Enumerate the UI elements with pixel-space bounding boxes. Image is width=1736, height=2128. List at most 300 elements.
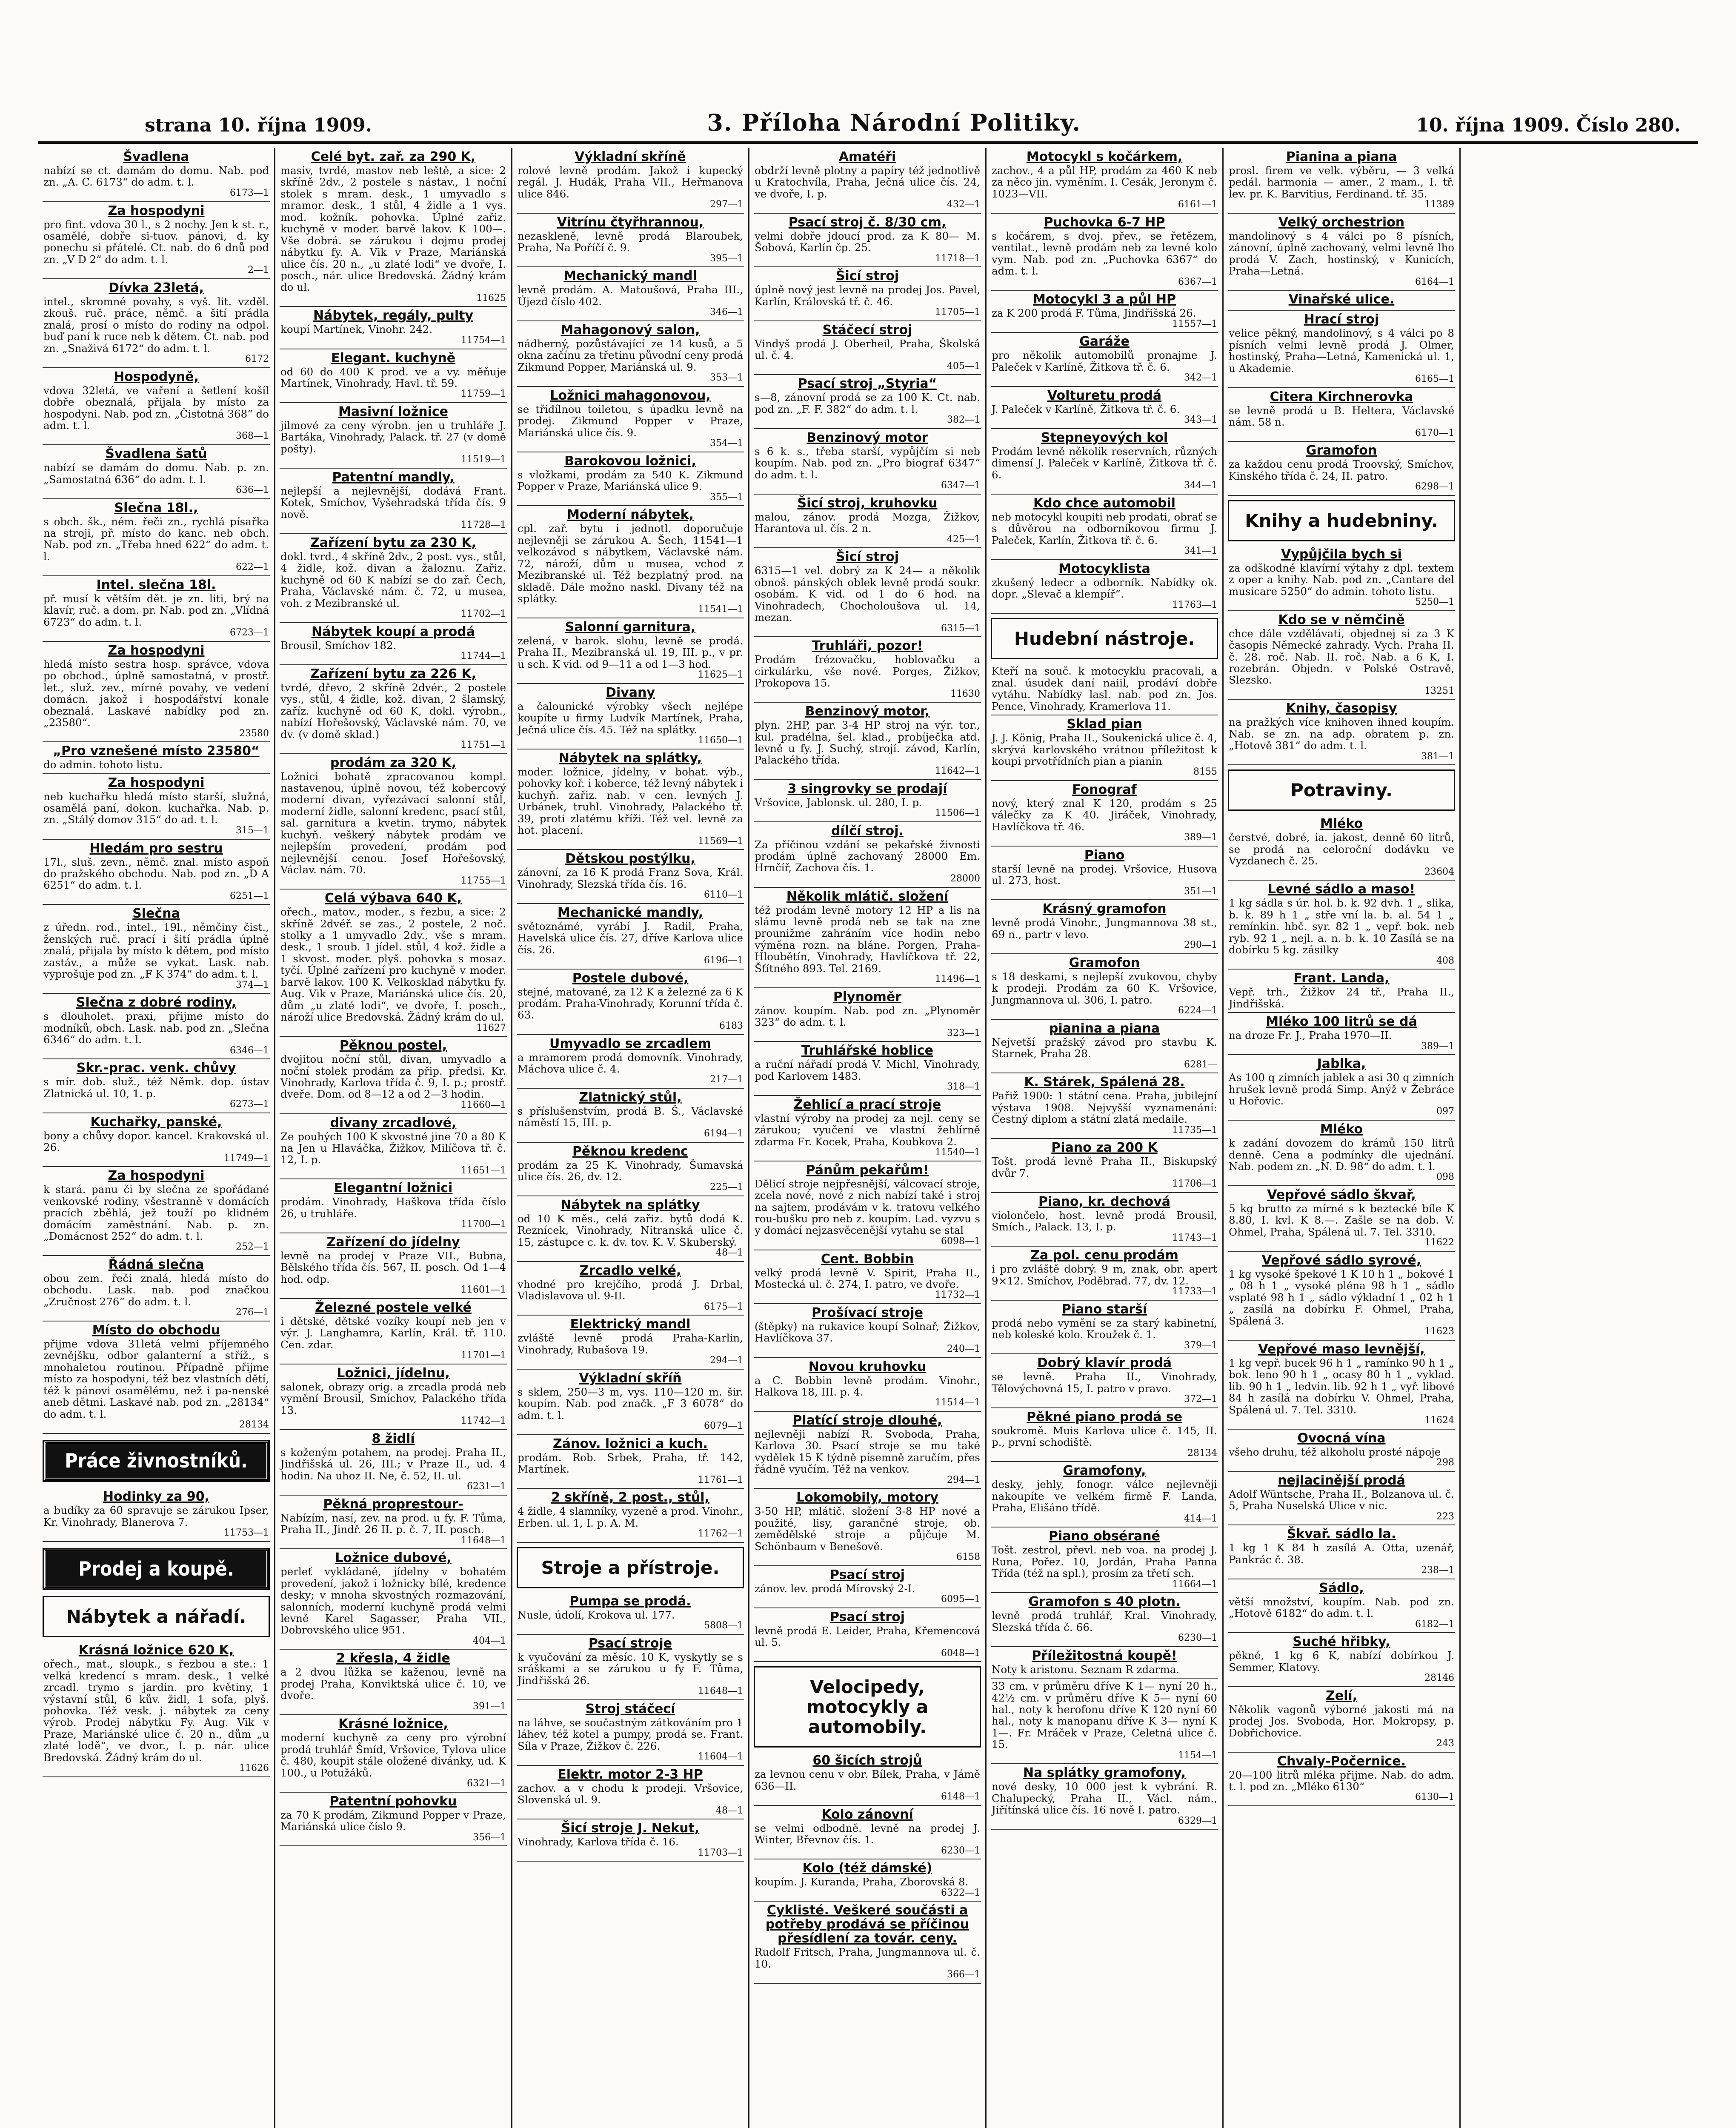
ad-text: ořech., mat., sloupk., s řezbou a ste.: 1 velká kredencí s mram. desk., 1 velké zrcadl. trymo s jardin. pro květiny, 1 výstavní stůl, 6 kův. židl, 1 sofa, plyš. pohovka. Též vesk. j. nábytek za ceny výrob. Prodej nábytku Fy. Aug. Vik v Praze, Mariánské ulice č. 20 n., dům „u zlaté lodě“, ve dvor., I. p. nár. ulice Bredovská. Žádný krám do ul. <box>43 1658 269 1764</box>
classified-ad <box>1228 611 1455 700</box>
classified-ad <box>754 1096 981 1161</box>
classified-ad <box>754 1806 981 1860</box>
ad-reference: 11660—1 <box>461 1099 506 1110</box>
classified-ad <box>991 1462 1218 1527</box>
ad-text: Vepř. trh., Žižkov 24 tř., Praha II., Jindřišská. <box>1229 986 1454 1010</box>
classified-ad <box>991 1354 1218 1408</box>
ad-text: neb kuchařku hledá místo starší, služná, osamělá paní, dokon. kuchařka. Nab. p. zn. „Stálý domov 315“ do ad. t. l. <box>43 790 269 826</box>
ad-headline: Na splátky gramofony, <box>1023 1765 1186 1781</box>
ad-headline: Pěkná proprestour- <box>323 1496 463 1512</box>
ad-text: zachov. a v chodu k prodeji. Vršovice, Slovenská ul. 9. <box>518 1782 743 1806</box>
ad-headline: Kuchařky, panské, <box>90 1114 222 1130</box>
ad-reference: 11627 <box>476 1022 506 1033</box>
classified-ad <box>280 1650 507 1715</box>
ad-headline: Hodinky za 90, <box>103 1489 210 1504</box>
ad-text: moder. ložnice, jídelny, v bohat. výb., pohovky koř. i koberce, též levný nábytek i kuchyň. zařiz. nab. v cen. levných J. Urbánek, truhl. Vinohrady, Palackého tř. 39, proti zlatému kříži. Též vel. levně za hot. placení. <box>518 765 743 837</box>
ad-reference: 5250—1 <box>1415 597 1454 608</box>
ad-text: čerstvé, dobré, ia. jakost, denně 60 litrů, se prodá na celoroční dodávku ve Vyzdanech č. 25. <box>1229 831 1454 867</box>
ad-reference: 6182—1 <box>1415 1619 1454 1630</box>
ad-text: jilmové za ceny výrobn. jen u truhláře J. Bartáka, Vinohrady, Palack. tř. 27 (v domě pošty). <box>280 419 506 455</box>
ad-headline: Ložnici, jídelnu, <box>337 1365 450 1381</box>
classified-ad <box>517 970 744 1035</box>
ad-text: vhodné pro krejčího, prodá J. Drbal, Vladislavova ul. 9-II. <box>518 1278 743 1302</box>
ad-text: moderní kuchyně za ceny pro výrobní prodá truhlář Šmíd, Vršovice, Tylova ulice č. 480, koupit stále oložené divánky, ud. K 100., u Potužáků. <box>280 1731 506 1779</box>
classified-ad <box>1228 1121 1455 1186</box>
classified-ad <box>754 1412 981 1489</box>
ad-reference: 6110—1 <box>704 890 743 900</box>
ad-reference: 6130—1 <box>1415 1792 1454 1803</box>
classified-ad <box>1228 148 1455 214</box>
ad-headline: Příležitostná koupě! <box>1032 1648 1177 1663</box>
ad-reference: 28134 <box>239 1419 269 1430</box>
ad-reference: 6161—1 <box>1178 199 1217 210</box>
classified-ad <box>754 1902 981 1984</box>
ad-reference: 11389 <box>1424 199 1454 210</box>
ad-text: nabízí se ct. damám do domu. Nab. pod zn. „A. C. 6173“ do adm. t. l. <box>43 164 269 189</box>
ad-headline: Postele dubové, <box>572 970 689 986</box>
ad-headline: Slečna <box>132 906 180 921</box>
ad-text: nádherný, pozůstávající ze 14 kusů, a 5 okna začínu za třetinu původní ceny prodá Zikmund Popper, Mariánská ul. 9. <box>518 337 743 373</box>
classified-ad <box>754 822 981 888</box>
ad-headline: Stepneyových kol <box>1041 430 1168 445</box>
ad-headline: Vinařské ulice. <box>1288 292 1395 307</box>
classified-ad <box>43 742 270 774</box>
classified-ad <box>43 202 270 279</box>
ad-reference: 354—1 <box>710 438 743 449</box>
classified-ad <box>754 703 981 780</box>
classified-ad <box>754 1358 981 1412</box>
classified-ad <box>991 847 1218 901</box>
ad-text: Nabízím, nasí, zev. na prod. u fy. F. Tůma, Praha II., Jindř. 26 II. p. č. 7, II. posch. <box>280 1511 506 1536</box>
ad-text: (štěpky) na rukavice koupí Solnař, Žižkov, Havlíčkova 37. <box>755 1320 980 1344</box>
classified-ad <box>1228 1472 1455 1526</box>
classified-ad <box>43 499 270 576</box>
ad-headline: Nábytek koupí a prodá <box>311 624 475 639</box>
classified-ad <box>517 321 744 387</box>
classified-ad <box>517 618 744 684</box>
ad-headline: Umyvadlo se zrcadlem <box>549 1036 712 1051</box>
ad-reference: 11702—1 <box>461 609 506 620</box>
ad-reference: 374—1 <box>236 979 269 990</box>
ad-text: se levně. Praha II., Vinohrady, Tělovýchovná 15, I. patro v pravo. <box>992 1370 1217 1395</box>
ad-reference: 622—1 <box>236 562 269 573</box>
ad-headline: Ložnici mahagonovou, <box>550 388 711 403</box>
ad-reference: 098 <box>1436 1172 1454 1183</box>
classified-ad <box>517 1489 744 1543</box>
classified-ad <box>517 267 744 321</box>
ad-reference: 11540—1 <box>935 1147 980 1158</box>
ad-text: Několik vagonů výborné jakosti má na prodej Jos. Svoboda, Hor. Mokropsy, p. Dobřichovice. <box>1229 1703 1454 1739</box>
classified-ad <box>754 1752 981 1806</box>
classified-ad <box>517 684 744 749</box>
ad-text: Prodám levně několik reservních, různých dimensí J. Paleček v Karlíně, Žitkova tř. č. 6. <box>992 445 1217 481</box>
ad-text: s koženým potahem, na prodej. Praha II., Jindřišská ul. 26, III.; v Praze II., ud. 4 hodin. Na uhoz II. Ne, č. 52, II. ul. <box>280 1446 506 1482</box>
ad-reference: 11630 <box>950 688 980 699</box>
ad-reference: 28000 <box>950 873 980 884</box>
ad-text: za 70 K prodám, Zikmund Popper v Praze, Mariánská ulice číslo 9. <box>280 1808 506 1833</box>
ad-reference: 6164—1 <box>1415 276 1454 287</box>
classified-ad <box>1228 1341 1455 1430</box>
ad-text: Vršovice, Jablonsk. ul. 280, I. p. <box>755 796 922 809</box>
ad-reference: 6158 <box>956 1552 980 1563</box>
ad-reference: 315—1 <box>236 825 269 836</box>
ad-headline: Pěkné piano prodá se <box>1026 1409 1183 1424</box>
ad-headline: Krásná ložnice 620 K, <box>78 1643 234 1658</box>
ad-headline: Citera Kirchnerovka <box>1270 389 1413 404</box>
classified-ad <box>1228 1687 1455 1753</box>
classified-ad <box>43 1059 270 1113</box>
ad-headline: Slečna z dobré rodiny, <box>76 995 237 1010</box>
ad-text: pěkné, 1 kg 6 K, nabízí dobírkou J. Semmer, Klatovy. <box>1229 1649 1454 1673</box>
ad-text: s příslušenstvím, prodá B. Š., Václavské náměstí 15, III. p. <box>518 1105 743 1129</box>
ad-text: za K 200 prodá F. Tůma, Jindřišská 26. <box>992 307 1196 320</box>
classified-ad <box>517 214 744 268</box>
ad-headline: Stáčecí stroj <box>822 322 912 338</box>
ad-reference: 389—1 <box>1184 832 1217 843</box>
ad-headline: Pánům pekařům! <box>806 1162 929 1178</box>
ad-reference: 351—1 <box>1184 886 1217 897</box>
ad-reference: 425—1 <box>947 534 980 545</box>
classified-ad <box>517 1593 744 1635</box>
classified-ad <box>43 368 270 445</box>
ad-text: levně prodá Vinohr., Jungmannova 38 st., 69 n., partr v levo. <box>992 916 1217 941</box>
classified-ad <box>754 495 981 549</box>
ad-headline: Prošívací stroje <box>811 1305 924 1320</box>
classified-ad <box>517 387 744 452</box>
ad-text: s—8, zánovní prodá se za 100 K. Ct. nab. pod zn. „F. F. 382“ do adm. t. l. <box>755 391 980 415</box>
ad-headline: Gramofony, <box>1063 1463 1146 1479</box>
ad-text: Tošt. zestrol, převl. neb voa. na prodej J. Runa, Pořez. 10, Jordán, Praha Panna Třída (též na spl.), prosím za třetí sch. <box>992 1544 1217 1580</box>
classified-ad <box>991 1679 1218 1764</box>
classified-ad <box>43 445 270 499</box>
ad-headline: Piano obsérané <box>1049 1529 1160 1544</box>
ad-text: zachov., 4 a půl HP, prodám za 460 K neb za něco jin. vyměním. I. Cesák, Jeronym č. 1023—VII. <box>992 164 1217 200</box>
ad-text: a mramorem prodá domovník. Vinohrady, Máchova ulice č. 4. <box>518 1051 743 1075</box>
ad-headline: Krásné ložnice, <box>338 1716 448 1732</box>
classified-ad <box>1228 970 1455 1013</box>
ad-text: 1 kg 1 K 84 h zasílá A. Otta, uzenář, Pankrác č. 38. <box>1229 1542 1454 1566</box>
ad-reference: 11759—1 <box>461 389 506 400</box>
ad-reference: 225—1 <box>710 1182 743 1193</box>
ad-reference: 381—1 <box>1421 751 1454 762</box>
ad-reference: 6173—1 <box>230 187 269 198</box>
ad-text: Dělicí stroje nejpřesnější, válcovací stroje, zcela nové, nové z nich nabízí také i stroj na sajtem, prodávám v k. tratovu velkého rou-bušku pro neb z. koupím. Lad. vyzvu s y domácí nejzasvěcenější vytahu se stal <box>755 1177 980 1237</box>
ad-reference: 238—1 <box>1421 1565 1454 1576</box>
ad-text: též prodám levně motory 12 HP a lis na slámu levně prodá neb se tak na zne prounižme zahráním více hodin nebo výměna rozn. na bláne. Porgen, Praha-Hloubětín, Vinohrady, Havlíčkova tř. 22, Šťítného 893. Tel. 2169. <box>755 904 980 975</box>
classified-ad <box>43 905 270 994</box>
classified-ad <box>1228 1252 1455 1341</box>
ad-text: prosl. firem ve velk. výběru, — 3 velká pedál. harmonia — amer., 2 mam., I. tř. lev. pr. K. Barvitius, Ferdinand. tř. 35. <box>1229 164 1454 200</box>
classified-ad <box>517 452 744 506</box>
ad-text: J. Paleček v Karlíně, Žitkova tř. č. 6. <box>992 403 1180 415</box>
classified-ad <box>991 148 1218 214</box>
ad-text: plyn. 2HP, par. 3-4 HP stroj na výr. tor., kul. pradélna, šel. klad., probíječka atd. levně u fy. J. Suchý, strojí. závod, Karlín, Palackého třída. <box>755 719 980 767</box>
ad-headline: Zařízení bytu za 226 K, <box>310 666 476 681</box>
ad-reference: 11700—1 <box>461 1219 506 1230</box>
classified-ad <box>1228 388 1455 442</box>
column-3 <box>512 148 749 2128</box>
ad-text: a budíky za 60 spravuje se zárukou Ipser, Kr. Vinohrady, Blanerova 7. <box>43 1504 269 1528</box>
section-nabytek: Nábytek a nářadí. <box>43 1596 270 1637</box>
ad-reference: 298 <box>1436 1457 1454 1468</box>
ad-headline: Sádlo, <box>1319 1580 1364 1596</box>
ad-reference: 341—1 <box>1184 546 1217 557</box>
ad-headline: Výkladní skříně <box>575 149 686 164</box>
ad-headline: Šicí stroje J. Nekut, <box>561 1821 700 1836</box>
ad-reference: 408 <box>1436 955 1454 966</box>
ad-headline: 2 skříně, 2 post., stůl, <box>551 1490 709 1505</box>
section-potraviny: Potraviny. <box>1228 769 1455 811</box>
classified-ad <box>280 1299 507 1364</box>
ad-reference: 6172 <box>245 354 269 365</box>
classified-ad <box>280 1715 507 1792</box>
classified-ad <box>43 1256 270 1321</box>
classified-ad <box>517 148 744 214</box>
column-7 <box>1461 148 1698 2128</box>
section-stroje: Stroje a přístroje. <box>517 1547 744 1588</box>
ad-headline: Dětskou postýlku, <box>565 851 695 867</box>
classified-ad <box>754 267 981 321</box>
ad-reference: 11732—1 <box>935 1290 980 1301</box>
ad-reference: 6298—1 <box>1415 481 1454 492</box>
ad-headline: Ovocná vína <box>1297 1430 1386 1446</box>
ad-text: soukromě. Muis Karlova ulice č. 145, II. p., první schodiště. <box>992 1424 1217 1449</box>
ad-reference: 11762—1 <box>698 1528 743 1539</box>
ad-headline: Vepřové sádlo syrové, <box>1261 1253 1421 1268</box>
ad-reference: 404—1 <box>473 1635 506 1646</box>
ad-text: starší levně na prodej. Vršovice, Husova ul. 273, host. <box>992 862 1217 887</box>
ad-headline: 2 křesla, 4 židle <box>336 1651 450 1666</box>
ad-headline: Nábytek, regály, pulty <box>313 308 474 323</box>
classified-ad <box>517 1316 744 1370</box>
ad-text: mandolinový s 4 válci po 8 písních, zánovní, úplně zachovaný, velmi levně lho prodá V. Zach, hostinský, v Kunicích, Praha—Letná. <box>1229 229 1454 277</box>
ad-reference: 6196—1 <box>704 955 743 966</box>
ad-reference: 11749—1 <box>224 1153 269 1164</box>
ad-reference: 11742—1 <box>461 1416 506 1427</box>
ad-reference: 290—1 <box>1184 940 1217 951</box>
classified-ad <box>43 840 270 905</box>
ad-reference: 389—1 <box>1421 1041 1454 1052</box>
ad-reference: 11601—1 <box>461 1284 506 1296</box>
ad-text: levně prodám. A. Matoušová, Praha III., Újezd číslo 402. <box>518 283 743 308</box>
ad-text: na láhve, se součastným zátkováním pro 1 láhev, též kotel a pumpy, prodá se. Frant. Síla v Praze, Žižkov č. 226. <box>518 1716 743 1752</box>
ad-text: světoznámé, vyrábí J. Radil, Praha, Havelská ulice čís. 27, dříve Karlova ulice čís. 26. <box>518 920 743 956</box>
ad-text: Za příčinou vzdání se pekařské živnosti prodám úplně zachovaný 28000 Em. Hrnčíř, Zachova čís. 1. <box>755 838 980 874</box>
classified-ad <box>280 469 507 534</box>
ad-text: 4 židle, 4 slamníky, vyzeně a prod. Vinohr., Erben. ul. 1, I. p. A. M. <box>518 1505 743 1529</box>
ad-reference: 11625 <box>476 292 506 303</box>
ad-reference: 23604 <box>1424 866 1454 877</box>
ad-text: Adolf Wüntsche, Praha II., Bolzanova ul. č. 5, Praha Nuselská Ulice v nic. <box>1229 1487 1454 1512</box>
ad-reference: 6165—1 <box>1415 374 1454 385</box>
ad-headline: Motocykl s kočárkem, <box>1026 149 1183 164</box>
ad-reference: 11703—1 <box>698 1847 743 1858</box>
classified-ad <box>991 560 1218 614</box>
ad-headline: Zařízení bytu za 230 K, <box>310 535 476 550</box>
ad-headline: divany zrcadlové, <box>330 1115 457 1130</box>
ad-text: přijme vdova 31letá velmi příjemného zevnějšku, odbor galanterní a stříž., s mnohaletou routinou. Případně přijme místo za hospodyni, též bez vlastních dětí, též k pánovi osamělému, než i pa-nenské aneb dětmi. Laskavé nab. pod zn. „28134“ do adm. t. l. <box>43 1337 269 1420</box>
ad-reference: 11496—1 <box>935 974 980 985</box>
classified-ad <box>991 387 1218 429</box>
ad-text: J. J. König, Praha II., Soukenická ulice č. 4, skrývá karlovského vrátnou příležitost k koupi prvotřídních pian a pianin <box>992 732 1217 767</box>
classified-ad <box>991 1073 1218 1139</box>
ad-reference: 11743—1 <box>1172 1232 1217 1243</box>
classified-ad <box>1228 1430 1455 1472</box>
classified-ad <box>43 1321 270 1434</box>
ad-headline: Šicí stroj <box>835 269 899 284</box>
ad-text: Vindyš prodá J. Oberheil, Praha, Školská ul. č. 4. <box>755 337 980 362</box>
ad-reference: 11650—1 <box>698 735 743 746</box>
ad-text: masiv, tvrdé, mastov neb leště, a sice: 2 skříně 2dv., 2 postele s nástav., 1 noční stolek s mram. desk., 1 umyvadlo s mramor. desk., 1 stůl, 4 židle a 1 vys. mod. kožník. pohovka. Úplné zařiz. kuchyně v moder. barvě lakov. K 100—. Vše dobrá. se zárukou i dojmu prodej nábytku fy. A. Vik v Praze, Mariánská ulice čís. 20 n., „u zlaté lodi“ ve dvoře, I. posch., nár. ulice Bredovská. Žádný krám do ul. <box>280 164 506 294</box>
classified-ad <box>1228 214 1455 291</box>
ad-headline: Levné sádlo a maso! <box>1267 882 1416 897</box>
ad-reference: 11728—1 <box>461 520 506 531</box>
ad-headline: Vypůjčila bych si <box>1281 546 1402 562</box>
ad-headline: Hledám pro sestru <box>89 841 223 856</box>
ad-reference: 432—1 <box>947 199 980 210</box>
ad-headline: Masivní ložnice <box>338 404 448 419</box>
ad-text: velice pěkný, mandolinový, s 4 válci po 8 písních velmi levně prodá J. Olmer, hostinský, Praha—Letná, Kamenická ul. 1, u Akademie. <box>1229 327 1454 375</box>
classified-ad <box>43 1642 270 1777</box>
ad-headline: Mechanický mandl <box>563 269 697 284</box>
ad-headline: K. Stárek, Spálená 28. <box>1024 1075 1185 1090</box>
ad-text: koupím. J. Kuranda, Praha, Zborovská 8. <box>755 1876 969 1888</box>
ad-headline: Frant. Landa, <box>1293 971 1390 986</box>
ad-reference: 243 <box>1436 1738 1454 1749</box>
ad-text: 1 kg sádla s úr. hol. b. k. 92 dvh. 1 „ slika, b. k. 89 h 1 „ stře vní la. b. al. 54 1 „ remínkin. hbč. syr. 82 1 „ vepř. bok. neb ryb. 92 1 „ nejl. a. n. b. k. 10 Zasílá se na dobírku 5 kg. zásilky <box>1229 897 1454 956</box>
ad-reference: 6079—1 <box>704 1421 743 1432</box>
ad-text: cpl. zař. bytu i jednotl. doporučuje nejlevněji se zárukou A. Šech, 11541—1 velkozávod s nábytkem, Václavské nám. 72, nároží, dům u musea, vchod z Mezibranské ul. Též bezplatný prod. na skladě. Dále možno naskl. Divany též na splátky. <box>518 522 743 605</box>
ad-reference: 097 <box>1436 1106 1454 1117</box>
ad-text: stejné, matované, za 12 K a železné za 6 K prodám. Praha-Vinohrady, Korunní třída č. 63. <box>518 985 743 1021</box>
ad-headline: Hrací stroj <box>1304 312 1379 327</box>
classified-ad <box>754 1489 981 1566</box>
ad-text: nejlevněji nabízí R. Svoboda, Praha, Karlova 30. Psací stroje se mu také vydělek 15 K týdně písemně zaručím, přes řádně vyučím. Též na venkov. <box>755 1428 980 1476</box>
classified-ad <box>754 1161 981 1250</box>
ad-headline: Žehlicí a prací stroje <box>793 1097 941 1112</box>
ad-text: za každou cenu prodá Troovský, Smíchov, Kinského třída č. 24, II. patro. <box>1229 458 1454 482</box>
ad-reference: 6231—1 <box>467 1481 506 1492</box>
ad-headline: Mléko <box>1320 1122 1363 1137</box>
ad-text: vdova 32letá, ve vaření a šetlení košíl dobře obeznalá, přijala by místo za hospodyni. Nab. pod zn. „Čistotná 368“ do adm. t. l. <box>43 384 269 432</box>
ad-headline: Několik mlátič. složení <box>786 889 949 904</box>
ad-text: chce dále vzdělávati, objednej si za 3 K časopis Německé zahrady. Vych. Praha II. č. 28. roč. Nab. II. roč. Nab. a 6 K, I. rozebrán. Objedn. v Polské Ostravě, Slezsko. <box>1229 627 1454 686</box>
classified-ad <box>754 1859 981 1902</box>
ad-headline: Barokovou ložnici, <box>564 453 696 469</box>
ad-text: s mír. dob. služ., též Němk. dop. ústav Zlatnická ul. 10, 1. p. <box>43 1075 269 1100</box>
classified-ad <box>1228 1525 1455 1579</box>
ad-headline: 3 singrovky se prodají <box>787 781 947 796</box>
ad-reference: 240—1 <box>947 1343 980 1354</box>
ad-reference: 6224—1 <box>1178 1005 1217 1016</box>
ad-text: od 60 do 400 K prod. ve a vy. měňuje Martínek, Vinohrady, Havl. tř. 59. <box>280 365 506 389</box>
ad-text: k zadání dovozem do krámů 150 litrů denně. Cena a podmínky dle ujednání. Nab. podem zn. „N. D. 98“ do adm. t. l. <box>1229 1137 1454 1173</box>
ad-reference: 13251 <box>1424 685 1454 696</box>
ad-reference: 6329—1 <box>1178 1815 1217 1826</box>
ad-reference: 23580 <box>239 728 269 739</box>
ad-text: Noty k aristonu. Seznam R zdarma. <box>992 1663 1180 1676</box>
ad-headline: Švadlena šatů <box>105 446 207 462</box>
ad-text: velmi dobře jdoucí prod. za K 80— M. Šobová, Karlín čp. 25. <box>755 229 980 254</box>
section-hudebni: Hudební nástroje. <box>991 618 1218 659</box>
ad-headline: Elektr. motor 2-3 HP <box>558 1767 703 1782</box>
ad-headline: Dobrý klavír prodá <box>1037 1356 1172 1371</box>
ad-text: Kteří na souč. k motocyklu pracovali, a znal. úsudek daní naiil, prodáví dobře vytáhu. Nabídky lasl. nab. pod zn. Jos. Pence, Vinohrady, Kramerlova 11. <box>992 665 1217 712</box>
classified-ad <box>517 1035 744 1089</box>
ad-headline: Mléko <box>1320 816 1363 832</box>
ad-headline: Platící stroje dlouhé, <box>792 1413 942 1428</box>
ad-reference: 11514—1 <box>935 1397 980 1408</box>
ad-reference: 6315—1 <box>941 623 980 634</box>
ad-text: zvláště levně prodá Praha-Karlin, Vinohrady, Rubašova 19. <box>518 1332 743 1356</box>
classified-ad <box>280 1114 507 1180</box>
classified-ad <box>280 1496 507 1550</box>
ad-text: pro fint. vdova 30 l., s 2 nochy. Jen k st. r., osamělé, dobře si-tuov. pánovi, d. ky ponechu si přátelé. Ct. nab. do 6 dnů pod zn. „V D 2“ do adm. t. l. <box>43 218 269 266</box>
classified-ad <box>280 1179 507 1233</box>
ad-headline: Truhláři, pozor! <box>812 638 923 654</box>
classified-ad <box>991 1593 1218 1647</box>
ad-headline: Kdo se v němčině <box>1278 612 1405 627</box>
ad-reference: 353—1 <box>710 372 743 383</box>
ad-text: pro několik automobilů pronajme J. Paleček v Karlíně, Žitkova tř. č. 6. <box>992 349 1217 373</box>
ad-headline: Dívka 23letá, <box>109 280 204 295</box>
banner-prodej: Prodej a koupě. <box>44 1550 268 1589</box>
classified-ad <box>1228 1633 1455 1687</box>
ad-reference: 6273—1 <box>230 1099 269 1110</box>
ad-headline: Mechanické mandly, <box>557 905 704 920</box>
ad-text: s 18 deskami, s nejlepší zvukovou, chyby k prodeji. Prodám za 60 K. Vršovice, Jungmannova ul. 306, I. patro. <box>992 970 1217 1006</box>
ad-text: 17l., sluš. zevn., němč. znal. místo aspoň do pražského obchodu. Nab. pod zn. „D A 6251“ do adm. t. l. <box>43 855 269 892</box>
ad-reference: 6230—1 <box>941 1845 980 1856</box>
ad-text: za odškodné klavírní výtahy z dpl. textem z oper a knihy. Nab. pod zn. „Cantare del musicare 5250“ do admin. tohoto listu. <box>1229 561 1454 598</box>
ad-headline: Puchovka 6-7 HP <box>1044 215 1165 230</box>
ad-headline: Cyklisté. Veškeré součásti a potřeby prodává se příčinou přesídlení za továr. ceny. <box>765 1903 970 1946</box>
classified-ad <box>280 890 507 1037</box>
ad-text: Pařiž 1900: 1 státní cena. Praha, jubilejní výstava 1908. Nejvyšší vyznamenání: Čestný diplom a státní zlatá medaile. <box>992 1090 1217 1126</box>
ad-text: dokl. tvrd., 4 skříně 2dv., 2 post. vys., stůl, 4 židle, kož. divan a žaloznu. Zařiz. kuchyně od 60 K nabízí se do zař. Čech, Praha, Václavské nám. č. 72, u musea, voh. z Mezibranské ul. <box>280 550 506 609</box>
ad-text: 6315—1 vel. dobrý za K 24— a několik obnoš. pánských oblek levně prodá soukr. osobám. K vid. od 1 do 6 hod. na Vinohradech, Chocholoušova ul. 14, mezan. <box>755 564 980 624</box>
classified-ad <box>280 148 507 307</box>
ad-reference: 11557—1 <box>1172 318 1217 329</box>
ad-headline: Místo do obchodu <box>92 1322 220 1338</box>
classified-ad <box>1228 546 1455 611</box>
ad-text: větší množství, koupím. Nab. pod zn. „Hotově 6182“ do adm. t. l. <box>1229 1595 1454 1620</box>
ad-headline: Šicí stroj, kruhovku <box>797 495 938 511</box>
classified-ad <box>754 988 981 1042</box>
ad-reference: 6095—1 <box>941 1594 980 1605</box>
ad-headline: Vepřové sádlo škvař, <box>1267 1187 1416 1202</box>
classified-ad <box>517 1766 744 1820</box>
ad-headline: Novou kruhovku <box>808 1359 927 1374</box>
ad-text: violončelo, host. levně prodá Brousil, Smích., Palack. 13, I. p. <box>992 1209 1217 1233</box>
classified-ad <box>991 1647 1218 1679</box>
ad-reference: 6322—1 <box>941 1887 980 1898</box>
classified-ad <box>991 495 1218 560</box>
classified-ad <box>1228 291 1455 311</box>
ad-text: Nejvetší pražský závod pro stavbu K. Starnek, Praha 28. <box>992 1035 1217 1060</box>
ad-reference: 11744—1 <box>461 651 506 662</box>
ad-reference: 11751—1 <box>461 739 506 750</box>
ad-reference: 379—1 <box>1184 1340 1217 1351</box>
ad-reference: 6723—1 <box>230 627 269 638</box>
ad-headline: Psací stroje <box>588 1636 672 1651</box>
classified-ad <box>43 576 270 642</box>
ad-headline: Za hospodyni <box>108 643 205 658</box>
ad-headline: pianina a piana <box>1049 1021 1160 1036</box>
ad-headline: Skr.-prac. venk. chůvy <box>76 1061 236 1076</box>
ad-headline: Zařízení do jídelny <box>326 1234 460 1250</box>
ad-headline: Ložnice dubové, <box>335 1550 452 1566</box>
